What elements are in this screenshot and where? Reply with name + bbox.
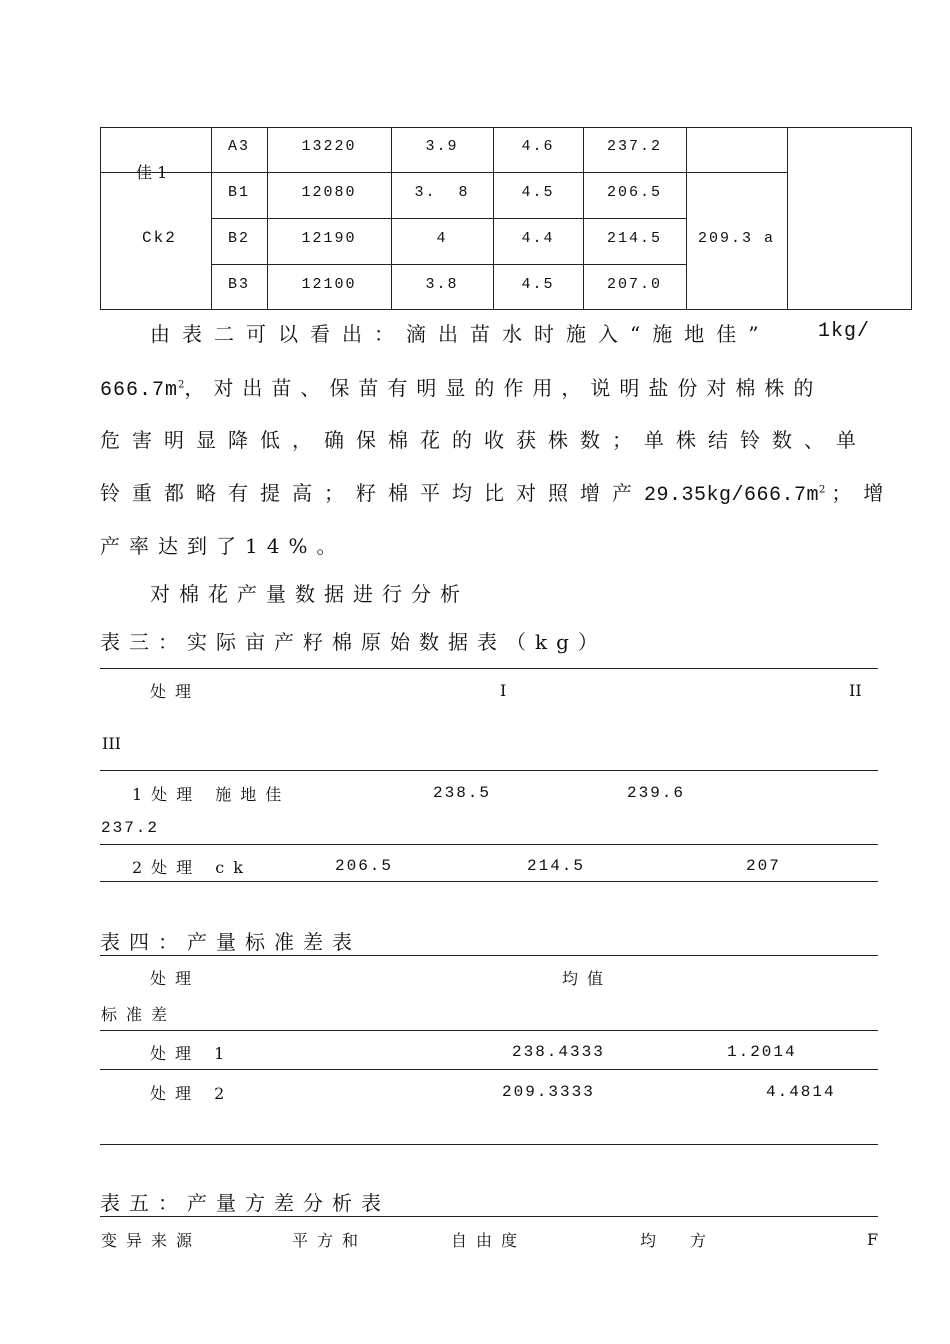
table5-header-source: 变异来源 (101, 1231, 202, 1250)
paragraph-line: 产率达到了14%。 (100, 534, 346, 558)
table2-cell-code: B3 (227, 276, 250, 293)
table2-cell-bolls: 4 (436, 230, 448, 247)
table2-cell-weight: 4.4 (521, 230, 555, 247)
table2-cell-weight: 4.6 (521, 138, 555, 155)
table3-row1-v1: 238.5 (433, 784, 492, 802)
table2-cell-yield: 214.5 (606, 230, 662, 247)
table5-title: 表五：产量方差分析表 (100, 1191, 390, 1215)
table3-row2-v2: 214.5 (527, 857, 586, 875)
table2-cell-weight: 4.5 (521, 276, 555, 293)
table2-cell-bolls: 3. 8 (414, 184, 470, 201)
table3-row1-v2: 239.6 (627, 784, 686, 802)
table2-cell-bolls: 3.9 (425, 138, 459, 155)
table2-ck-mean: 209.3 a (697, 230, 775, 247)
table5-header-ms: 均方 (640, 1231, 741, 1250)
table3-row1-label: 1处理 施地佳 (132, 785, 291, 804)
table2-cell-yield: 207.0 (606, 276, 662, 293)
table4-header-sd: 标准差 (101, 1005, 177, 1024)
table3-header-rep2: II (849, 681, 862, 700)
paragraph-line: $666.7m^2$，对出苗、保苗有明显的作用，说明盐份对棉株的 (100, 376, 823, 402)
table3-row2-v1: 206.5 (335, 857, 394, 875)
table2-ck-label: Ck2 (142, 229, 177, 247)
table2-cell-plants: 12100 (301, 276, 357, 293)
table3-header-treatment: 处理 (150, 682, 201, 701)
table2-cell-yield: 206.5 (606, 184, 662, 201)
paragraph-line: 危害明显降低，确保棉花的收获株数；单株结铃数、单 (100, 428, 868, 452)
table3-row1-v3: 237.2 (101, 819, 160, 837)
table4-header-treatment: 处理 (150, 969, 201, 988)
analysis-heading: 对棉花产量数据进行分析 (150, 582, 469, 606)
table3-title: 表三：实际亩产籽棉原始数据表（kg） (100, 630, 607, 654)
table2-cell-plants: 13220 (301, 138, 357, 155)
table3-header-rep1: I (500, 681, 507, 700)
table4-row-sd: 4.4814 (766, 1083, 836, 1101)
table4-row-label: 处理 2 (150, 1084, 234, 1103)
table4-row-mean: 209.3333 (502, 1083, 595, 1101)
table4-header-mean: 均值 (562, 969, 613, 988)
paragraph-line: 铃重都略有提高；籽棉平均比对照增产$29.35kg/666.7m^2$ ；增 (100, 481, 896, 507)
table4-row-mean: 238.4333 (512, 1043, 605, 1061)
table5-header-df: 自由度 (451, 1231, 527, 1250)
table5-header-ss: 平方和 (292, 1231, 368, 1250)
table2-cell-plants: 12190 (301, 230, 357, 247)
paragraph-line-tail: 1kg/ (818, 320, 871, 343)
table5-header-f: F (867, 1230, 879, 1249)
table2-cell-plants: 12080 (301, 184, 357, 201)
table4-row-label: 处理 1 (150, 1044, 234, 1063)
paragraph-line: 由表二可以看出：滴出苗水时施入“施地佳” (150, 322, 771, 346)
table4-title: 表四：产量标准差表 (100, 930, 361, 954)
table2-cell-code: B2 (227, 230, 250, 247)
table3-header-rep3: III (102, 734, 121, 753)
table2-cell-bolls: 3.8 (425, 276, 459, 293)
table2-cell-weight: 4.5 (521, 184, 555, 201)
table3-row2-v3: 207 (746, 857, 781, 875)
table2-cell-code: A3 (227, 138, 250, 155)
table2-cell-code: B1 (227, 184, 250, 201)
table4-row-sd: 1.2014 (727, 1043, 797, 1061)
table2-group-label: 佳 1 (136, 163, 168, 182)
table3-row2-label: 2处理 ck (132, 858, 252, 877)
table2-cell-yield: 237.2 (606, 138, 662, 155)
